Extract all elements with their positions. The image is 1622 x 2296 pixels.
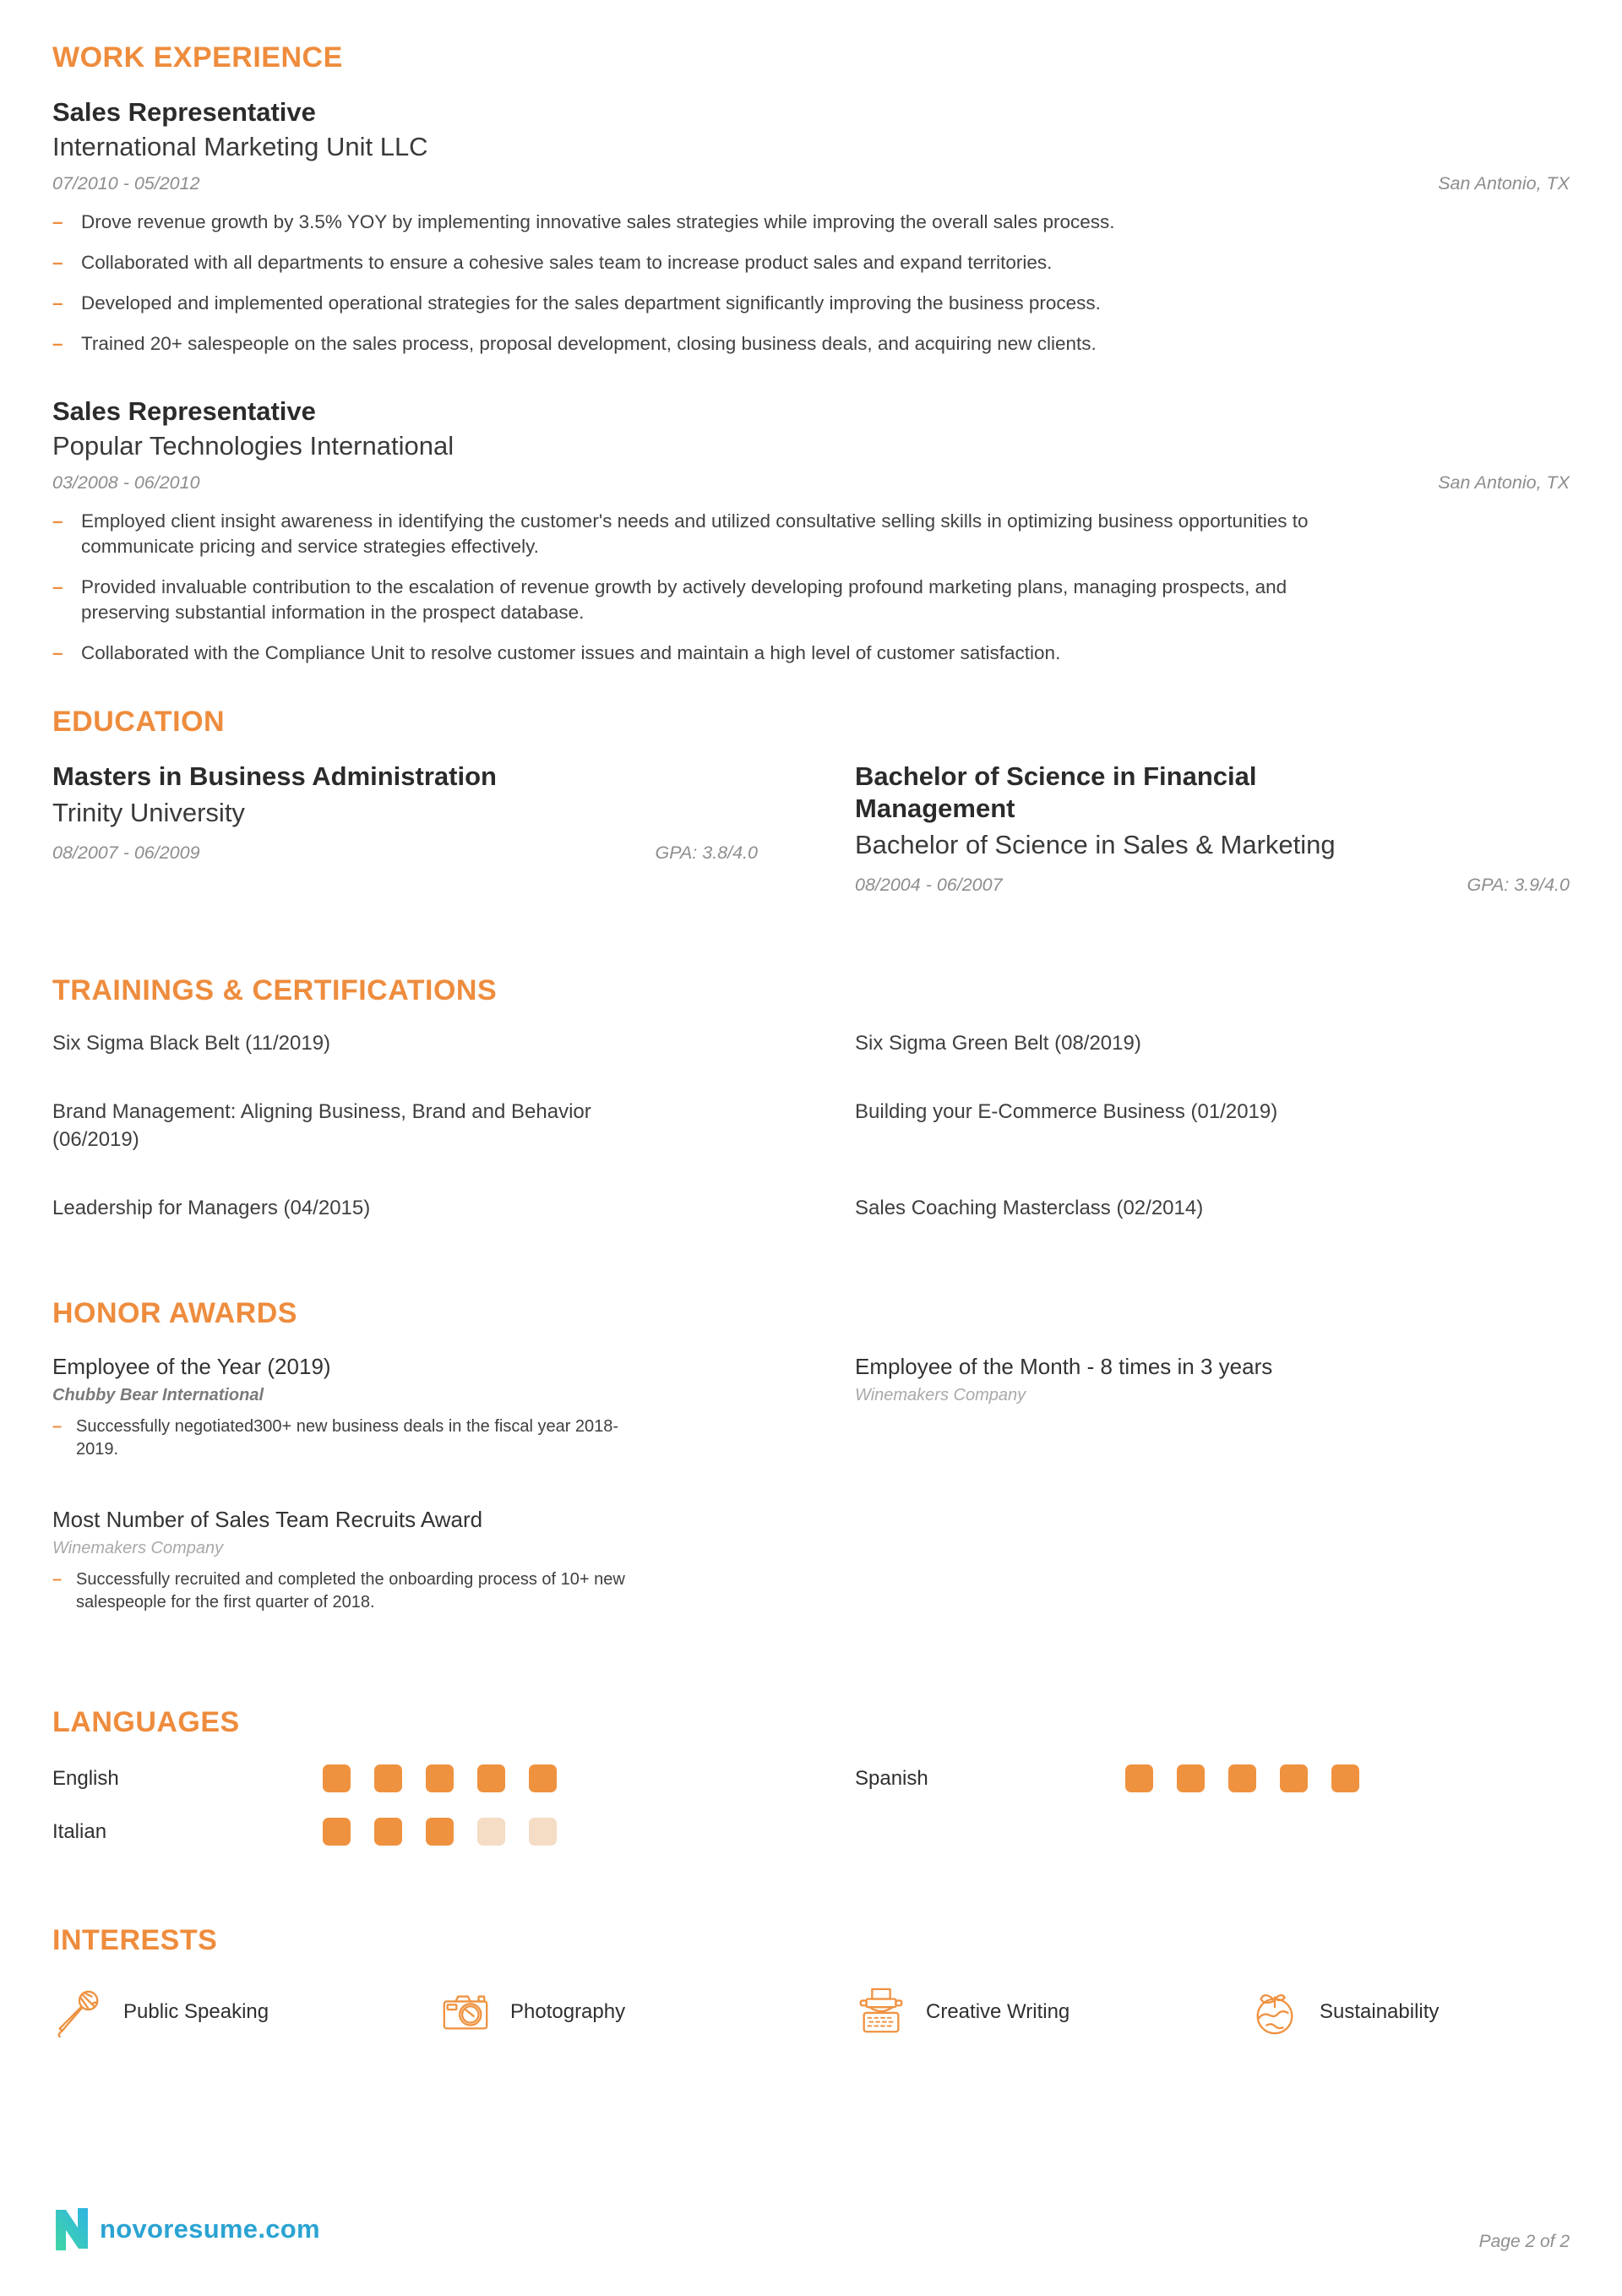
training-item: Building your E-Commerce Business (01/2019) [855,1100,1278,1123]
language-level-square [323,1818,351,1846]
language-level-square [374,1818,402,1846]
award-entry [52,1352,758,1461]
language-level-bar [1125,1764,1383,1792]
training-item: Brand Management: Aligning Business, Brand and Behavior (06/2019) [52,1100,591,1151]
award-company: Winemakers Company [855,1386,1026,1404]
degree-title: Bachelor of Science in Financial Management [855,761,1257,823]
award-entry [52,1505,758,1614]
typewriter-icon [855,1986,907,2038]
award-title: Most Number of Sales Team Recruits Award [52,1507,483,1532]
job-bullets [52,210,1570,357]
job-bullets [52,509,1570,666]
microphone-icon [52,1986,105,2038]
page-footer [52,2206,1570,2252]
interests-grid [52,1986,1570,2038]
globe-sprout-icon [1249,1986,1301,2038]
brand [52,2206,320,2252]
education-entry [52,761,758,896]
novoresume-logo [52,2206,91,2252]
award-title: Employee of the Year (2019) [52,1354,331,1379]
honor-awards-left-column [52,1352,758,1658]
language-name: English [52,1766,119,1790]
languages-heading: LANGUAGES [52,1706,240,1738]
dash-bullet-icon: – [52,510,63,532]
language-name: Spanish [855,1766,928,1790]
language-level-square [477,1764,505,1792]
interests-heading: INTERESTS [52,1924,218,1956]
language-row [855,1764,1570,1792]
award-bullets [52,1415,758,1461]
award-company: Winemakers Company [52,1539,224,1557]
job-meta-row [52,172,1570,194]
education-meta-row [52,842,758,864]
interest-label: Creative Writing [926,2000,1070,2023]
language-level-square [529,1764,557,1792]
job-role: Sales Representative [52,396,316,426]
language-level-square [426,1818,454,1846]
dash-bullet-icon: – [52,252,63,273]
dash-bullet-icon: – [52,1570,63,1589]
job-company: Popular Technologies International [52,431,454,461]
interest-label: Public Speaking [123,2000,269,2023]
languages-grid [52,1764,1570,1846]
job-role: Sales Representative [52,97,316,127]
language-level-square [1177,1764,1205,1792]
language-level-square [374,1764,402,1792]
interest-item [439,1986,855,2038]
brand-text: novoresume.com [100,2214,320,2244]
training-item: Six Sigma Black Belt (11/2019) [52,1032,331,1055]
language-level-square [477,1818,505,1846]
interest-label: Sustainability [1320,2000,1440,2023]
language-level-square [1228,1764,1256,1792]
award-bullet: – Successfully recruited and completed the onboarding process of 10+ new salespeople for the first quarter of 2018. [52,1570,625,1612]
language-level-bar [323,1818,580,1846]
education-gpa: GPA: 3.8/4.0 [655,843,758,863]
language-level-square [323,1764,351,1792]
job-bullet: – Collaborated with the Compliance Unit to resolve customer issues and maintain a high level of customer satisfaction. [52,641,1570,666]
trainings-grid [52,1029,1570,1222]
section-trainings [52,973,1570,1222]
language-level-bar [323,1764,580,1792]
language-row [52,1818,758,1846]
language-name: Italian [52,1819,107,1843]
education-entry [855,761,1570,896]
language-level-square [1125,1764,1153,1792]
job-meta-row [52,472,1570,494]
job-location: San Antonio, TX [1438,472,1570,493]
dash-bullet-icon: – [52,333,63,354]
training-item: Six Sigma Green Belt (08/2019) [855,1032,1141,1055]
section-education [52,705,1570,896]
section-honor-awards [52,1296,1570,1658]
award-bullets [52,1568,758,1614]
section-interests [52,1923,1570,2038]
education-meta-row [855,874,1570,896]
education-gpa: GPA: 3.9/4.0 [1467,875,1570,895]
school-name: Trinity University [52,798,245,827]
education-dates: 08/2007 - 06/2009 [52,843,200,863]
section-work-experience [52,41,1570,666]
trainings-heading: TRAININGS & CERTIFICATIONS [52,974,498,1006]
dash-bullet-icon: – [52,1417,63,1436]
interest-label: Photography [510,2000,626,2023]
award-title: Employee of the Month - 8 times in 3 years [855,1354,1273,1379]
education-grid [52,761,1570,896]
language-level-square [1331,1764,1359,1792]
work-experience-heading: WORK EXPERIENCE [52,41,343,74]
job-location: San Antonio, TX [1438,173,1570,194]
dash-bullet-icon: – [52,576,63,597]
job-entry [52,96,1570,357]
interest-item [1249,1986,1570,2038]
degree-title: Masters in Business Administration [52,761,497,791]
honor-awards-grid [52,1352,1570,1658]
language-level-square [529,1818,557,1846]
job-bullet: – Provided invaluable contribution to the escalation of revenue growth by actively developing profound marketing plans, managing prospects, and preserving substantial information in the prospect database. [52,576,1287,623]
job-company: International Marketing Unit LLC [52,132,428,161]
dash-bullet-icon: – [52,211,63,232]
language-row [52,1764,758,1792]
education-dates: 08/2004 - 06/2007 [855,875,1003,895]
job-dates: 03/2008 - 06/2010 [52,472,200,493]
job-dates: 07/2010 - 05/2012 [52,173,200,194]
job-entry [52,395,1570,666]
award-entry [855,1352,1570,1407]
language-level-square [1280,1764,1308,1792]
school-name: Bachelor of Science in Sales & Marketing [855,830,1336,859]
interest-item [855,1986,1249,2038]
award-company: Chubby Bear International [52,1386,264,1404]
dash-bullet-icon: – [52,642,63,663]
honor-awards-heading: HONOR AWARDS [52,1297,297,1329]
job-bullet: – Trained 20+ salespeople on the sales process, proposal development, closing business deals, and acquiring new clients. [52,331,1570,357]
section-languages [52,1705,1570,1846]
dash-bullet-icon: – [52,292,63,314]
job-bullet: – Drove revenue growth by 3.5% YOY by implementing innovative sales strategies while improving the overall sales process. [52,210,1570,235]
training-item: Leadership for Managers (04/2015) [52,1197,371,1219]
language-level-square [426,1764,454,1792]
interest-item [52,1986,439,2038]
page-number-label: Page 2 of 2 [1478,2232,1570,2251]
education-heading: EDUCATION [52,706,226,738]
job-bullet: – Collaborated with all departments to ensure a cohesive sales team to increase product sales and expand territories. [52,250,1570,275]
job-bullet: – Developed and implemented operational strategies for the sales department significantly improving the business process. [52,291,1570,316]
award-bullet: – Successfully negotiated300+ new business deals in the fiscal year 2018-2019. [52,1417,619,1459]
honor-awards-right-column [855,1352,1570,1658]
camera-icon [439,1986,492,2038]
job-bullet: – Employed client insight awareness in identifying the customer's needs and utilized consultative selling skills in optimizing business opportunities to communicate pricing and service strategies effectively. [52,510,1309,557]
training-item: Sales Coaching Masterclass (02/2014) [855,1197,1204,1219]
